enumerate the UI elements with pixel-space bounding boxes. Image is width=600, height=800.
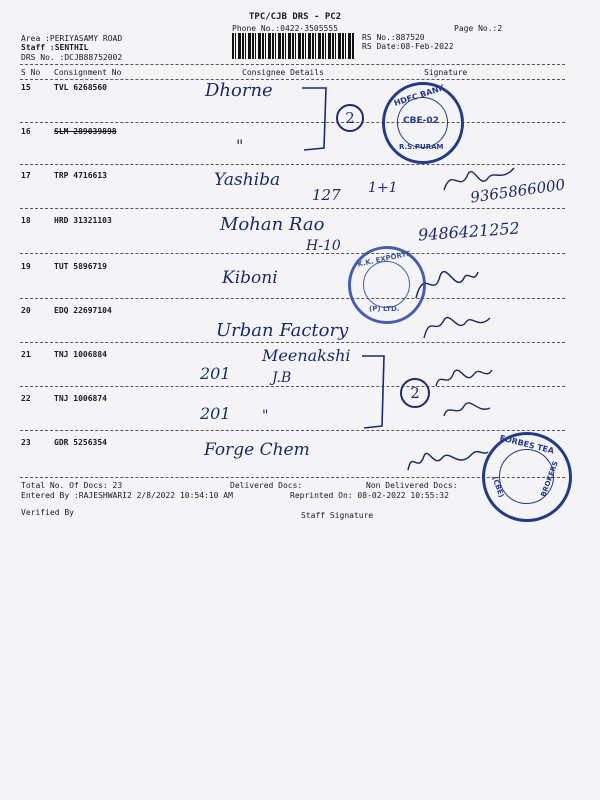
row-sno: 18 — [21, 216, 31, 225]
row-divider — [20, 253, 565, 254]
phone-number: Phone No.:0422-3505555 — [232, 24, 338, 33]
handwritten-door-21: 201 — [200, 364, 231, 383]
handwritten-phone-17: 9365866000 — [469, 175, 567, 207]
rs-number: RS No.:887520 — [362, 33, 425, 42]
row-consignment: TNJ 1006884 — [54, 350, 107, 359]
total-docs: Total No. Of Docs: 23 — [21, 481, 123, 490]
row-divider — [20, 122, 565, 123]
handwritten-consignee-21: Meenakshi — [262, 346, 351, 365]
handwritten-consignee-23: Forge Chem — [204, 440, 310, 460]
row-consignment: EDQ 22697104 — [54, 306, 112, 315]
stamp-text: HDFC BANK — [392, 83, 446, 108]
stamp-text: (P) LTD. — [369, 305, 400, 313]
bracket-mark — [360, 352, 400, 432]
signature-17 — [440, 160, 520, 200]
row-consignment: SLM 289039898 — [54, 127, 117, 136]
staff-label: Staff :SENTHIL — [21, 43, 89, 52]
row-consignment: TNJ 1006874 — [54, 394, 107, 403]
row-sno: 15 — [21, 83, 31, 92]
handwritten-consignee-17: Yashiba — [214, 170, 281, 190]
column-header-consignment: Consignment No — [54, 68, 122, 77]
circled-count: 2 — [400, 378, 430, 408]
row-sno: 19 — [21, 262, 31, 271]
row-sno: 20 — [21, 306, 31, 315]
row-consignment: TVL 6268560 — [54, 83, 107, 92]
stamp-text: R.S.PURAM — [399, 143, 444, 151]
column-header-divider — [20, 79, 565, 80]
handwritten-door-22: 201 — [200, 404, 231, 423]
row-consignment: TRP 4716613 — [54, 171, 107, 180]
stamp-text: K.K. EXPORTS — [356, 249, 412, 269]
handwritten-unit-18: H-10 — [306, 238, 341, 254]
staff-signature-label: Staff Signature — [301, 511, 374, 520]
handwritten-ditto-22: " — [262, 408, 269, 424]
delivered-docs: Delivered Docs: — [230, 481, 303, 490]
row-consignment: HRD 31321103 — [54, 216, 112, 225]
reprinted-on: Reprinted On: 08-02-2022 10:55:32 — [290, 491, 449, 500]
page-number: Page No.:2 — [454, 24, 503, 33]
circled-count: 2 — [336, 104, 364, 132]
column-header-sno: S No — [21, 68, 41, 77]
stamp-text: FORBES TEA — [498, 433, 555, 456]
drs-number: DRS No. :DCJB88752002 — [21, 53, 123, 62]
row-sno: 22 — [21, 394, 31, 403]
entered-by: Entered By :RAJESHWARI2 2/8/2022 10:54:10 AM — [21, 491, 233, 500]
header-divider — [20, 64, 565, 65]
handwritten-consignee-20: Urban Factory — [216, 320, 349, 341]
rs-date: RS Date:08-Feb-2022 — [362, 42, 454, 51]
handwritten-block-21: J.B — [272, 370, 292, 386]
column-header-consignee: Consignee Details — [242, 68, 324, 77]
row-consignment: TUT 5896719 — [54, 262, 107, 271]
row-consignment: GDR 5256354 — [54, 438, 107, 447]
handwritten-qty-17: 1+1 — [368, 180, 398, 196]
stamp-text: (CBE) — [490, 475, 506, 499]
area-label: Area :PERIYASAMY ROAD — [21, 34, 123, 43]
forbes-tea-brokers-stamp — [482, 432, 572, 522]
document-title: TPC/CJB DRS - PC2 — [249, 12, 342, 22]
signature-20 — [418, 308, 498, 344]
row-sno: 17 — [21, 171, 31, 180]
row-divider — [20, 208, 565, 209]
column-header-signature: Signature — [424, 68, 468, 77]
handwritten-ditto-16: " — [236, 136, 244, 155]
kk-exports-stamp — [348, 246, 426, 324]
verified-by-label: Verified By — [21, 508, 74, 517]
row-sno: 21 — [21, 350, 31, 359]
bracket-mark — [300, 84, 340, 154]
row-sno: 23 — [21, 438, 31, 447]
signature-21-22 — [430, 362, 500, 432]
stamp-text: BROKERS — [539, 460, 560, 498]
stamp-text: CBE-02 — [403, 116, 439, 126]
signature-23 — [402, 440, 492, 480]
row-divider — [20, 298, 565, 299]
row-sno: 16 — [21, 127, 31, 136]
barcode — [232, 33, 354, 59]
handwritten-door-17: 127 — [312, 186, 341, 204]
hdfc-bank-stamp — [382, 82, 464, 164]
handwritten-consignee-19: Kiboni — [222, 268, 278, 288]
handwritten-phone-18: 9486421252 — [417, 218, 521, 245]
handwritten-consignee-15: Dhorne — [205, 80, 273, 101]
non-delivered-docs: Non Delivered Docs: — [366, 481, 458, 490]
handwritten-consignee-18: Mohan Rao — [220, 214, 325, 235]
